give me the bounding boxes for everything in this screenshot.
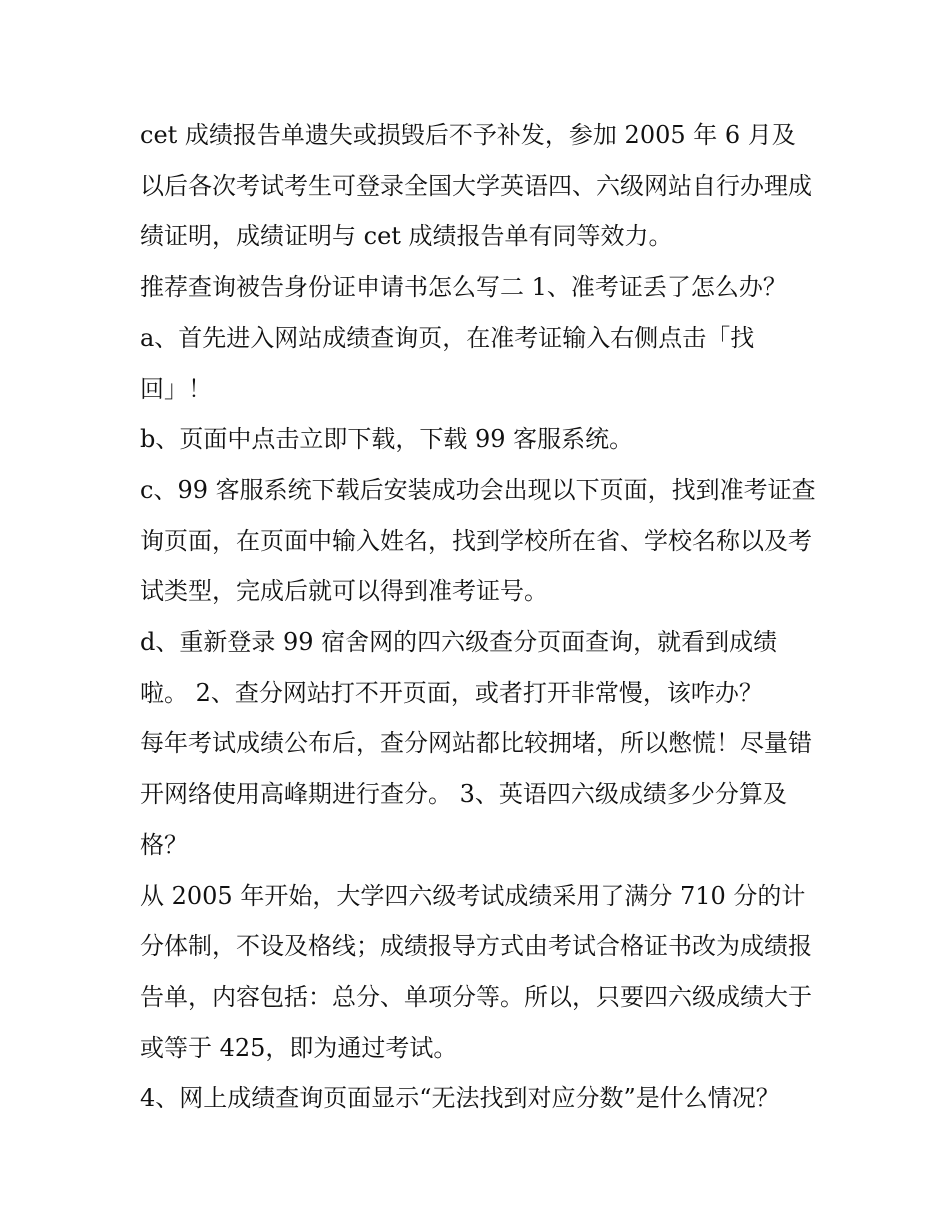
paragraph-passing-score: 从 2005 年开始，大学四六级考试成绩采用了满分 710 分的计分体制，不设及格线；成绩报导方式由考试合格证书改为成绩报告单，内容包括：总分、单项分等。所以，只要四六级成绩大于或等于 425，即为通过考试。: [140, 881, 812, 1062]
paragraph-step-b: b、页面中点击立即下载，下载 99 客服系统。: [140, 425, 634, 454]
paragraph-step-c: c、99 客服系统下载后安装成功会出现以下页面，找到准考证查询页面，在页面中输入姓名，找到学校所在省、学校名称以及考试类型，完成后就可以得到准考证号。: [140, 475, 816, 606]
paragraph-site-congestion: 每年考试成绩公布后，查分网站都比较拥堵，所以憋慌！尽量错开网络使用高峰期进行查分。 3、英语四六级成绩多少分算及格？: [140, 729, 812, 859]
paragraph-no-score-found: 4、网上成绩查询页面显示“无法找到对应分数”是什么情况？: [140, 1084, 780, 1113]
paragraph-step-d: d、重新登录 99 宿舍网的四六级查分页面查询，就看到成绩啦。 2、查分网站打不开页面，或者打开非常慢，该咋办？: [140, 628, 778, 707]
paragraph-cet-report-lost: cet 成绩报告单遗失或损毁后不予补发，参加 2005 年 6 月及以后各次考试考生可登录全国大学英语四、六级网站自行办理成绩证明，成绩证明与 cet 成绩报告单有同等效力。: [140, 121, 812, 251]
paragraph-step-a: a、首先进入网站成绩查询页，在准考证输入右侧点击「找回」！: [140, 323, 755, 403]
paragraph-lost-admission-ticket: 推荐查询被告身份证申请书怎么写二 1、准考证丢了怎么办？: [140, 273, 787, 302]
document-body: [140, 110, 816, 1124]
